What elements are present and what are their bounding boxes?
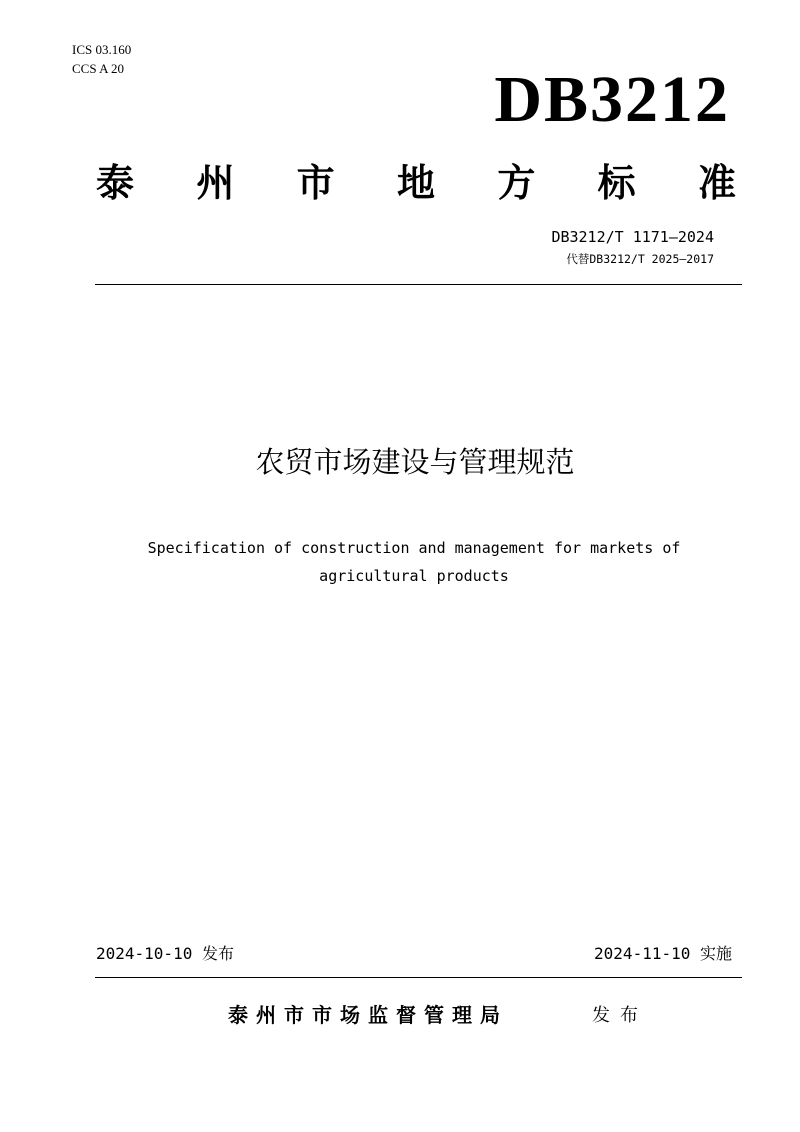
standard-type-char: 泰 — [96, 160, 135, 205]
standard-type-char: 地 — [396, 160, 435, 205]
standard-type-char: 方 — [497, 160, 536, 205]
ics-code: ICS 03.160 — [72, 42, 132, 57]
standard-type-char: 标 — [597, 160, 636, 205]
english-title — [0, 534, 800, 590]
chinese-title: 农贸市场建设与管理规范 — [255, 445, 575, 479]
implementation-date: 2024-11-10 实施 — [594, 944, 732, 963]
standard-number: DB3212/T 1171—2024 — [551, 228, 714, 246]
ccs-code: CCS A 20 — [72, 61, 125, 76]
bottom-divider — [95, 977, 742, 978]
english-title-line: Specification of construction and management for markets of — [147, 539, 681, 557]
standard-type-char: 准 — [697, 160, 736, 205]
standard-mark: DB3212 — [494, 63, 730, 136]
top-divider — [95, 284, 742, 285]
issue-date: 2024-10-10 发布 — [96, 944, 234, 963]
english-title-line: agricultural products — [319, 567, 509, 585]
standard-type-char: 州 — [196, 160, 235, 205]
standard-type-heading — [96, 160, 736, 206]
issue-action: 发布 — [592, 1005, 648, 1026]
issuing-authority: 泰州市市场监督管理局 — [228, 1003, 508, 1027]
standard-type-char: 市 — [296, 160, 335, 205]
replaced-standard: 代替DB3212/T 2025—2017 — [566, 252, 714, 266]
